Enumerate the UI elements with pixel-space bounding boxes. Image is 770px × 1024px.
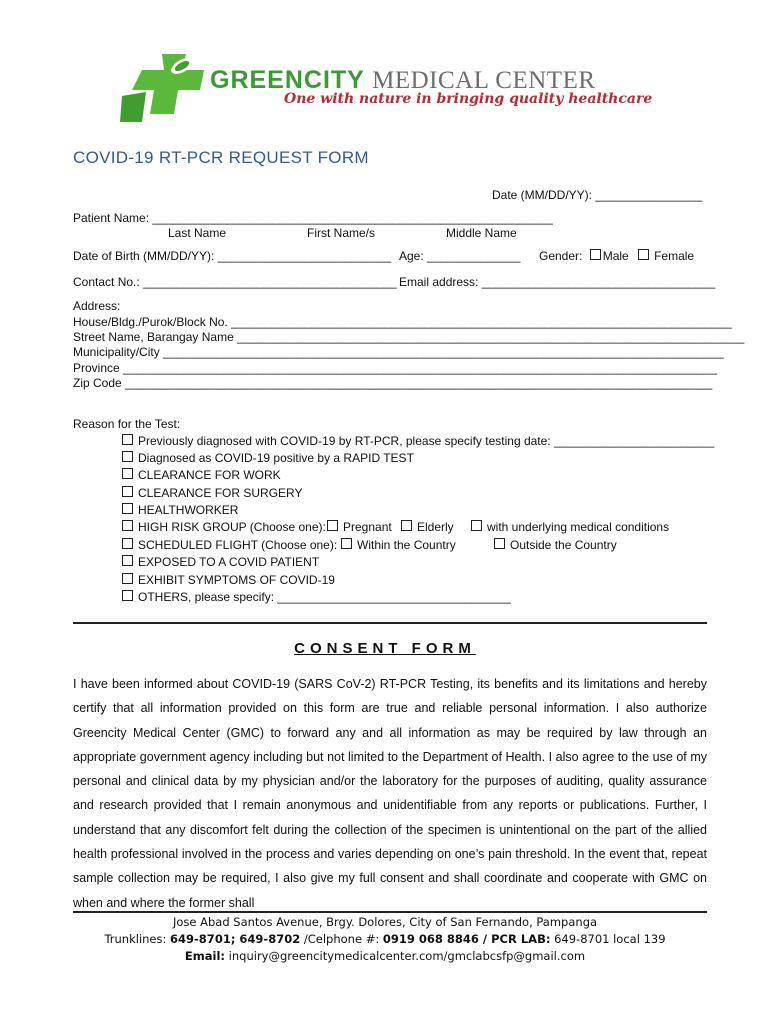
checkbox[interactable]: [122, 520, 133, 531]
option-label: with underlying medical conditions: [487, 520, 670, 534]
footer-email: [0, 949, 770, 963]
reason-label-text: OTHERS, please specify: ___________________________________: [138, 590, 511, 604]
reason-scheduled-flight[interactable]: [122, 538, 337, 552]
checkbox[interactable]: [122, 486, 133, 497]
flight-outside[interactable]: [494, 538, 617, 552]
reason-label-text: CLEARANCE FOR SURGERY: [138, 486, 303, 500]
divider: [73, 622, 707, 624]
zip-field[interactable]: Zip Code ________________________________________________________________________________________: [73, 376, 713, 390]
reason-high-risk[interactable]: [122, 520, 326, 534]
checkbox[interactable]: [471, 520, 482, 531]
contact-field[interactable]: Contact No.: ______________________________________: [73, 275, 397, 289]
checkbox[interactable]: [122, 555, 133, 566]
middle-name-caption: Middle Name: [446, 226, 517, 240]
option-label: Outside the Country: [510, 538, 617, 552]
option-label: Elderly: [417, 520, 454, 534]
address-label: Address:: [73, 299, 121, 313]
checkbox[interactable]: [327, 520, 338, 531]
patient-name-field[interactable]: Patient Name: ____________________________________________________________: [73, 211, 553, 225]
celphone-label: /Celphone #:: [303, 932, 380, 946]
reason-label-text: Diagnosed as COVID-19 positive by a RAPID TEST: [138, 451, 414, 465]
reason-label-text: EXHIBIT SYMPTOMS OF COVID-19: [138, 573, 335, 587]
municipality-field[interactable]: Municipality/City ____________________________________________________________________________________: [73, 345, 724, 359]
reason-clearance-work[interactable]: [122, 468, 281, 482]
footer-phones: [0, 932, 770, 946]
trunklines-value: 649-8701; 649-8702: [170, 932, 301, 946]
email-label: Email:: [184, 949, 226, 963]
reason-clearance-surgery[interactable]: [122, 486, 302, 500]
trunklines-label: Trunklines:: [104, 932, 167, 946]
green-cross-leaf-icon: [112, 52, 208, 124]
checkbox[interactable]: [122, 468, 133, 479]
date-field[interactable]: Date (MM/DD/YY): ________________: [492, 188, 703, 202]
gender-female-label: Female: [654, 249, 695, 263]
age-field[interactable]: Age: ______________: [399, 249, 521, 263]
checkbox[interactable]: [401, 520, 412, 531]
reason-label-text: SCHEDULED FLIGHT (Choose one):: [138, 538, 338, 552]
first-name-caption: First Name/s: [307, 226, 376, 240]
high-risk-pregnant[interactable]: [327, 520, 392, 534]
checkbox[interactable]: [341, 538, 352, 549]
checkbox[interactable]: [122, 573, 133, 584]
reason-rapid-test[interactable]: [122, 451, 414, 465]
checkbox[interactable]: [122, 538, 133, 549]
province-field[interactable]: Province _________________________________________________________________________________________: [73, 361, 717, 375]
reason-label-text: CLEARANCE FOR WORK: [138, 468, 281, 482]
gender-label: Gender:: [539, 249, 583, 263]
reason-exposed[interactable]: [122, 555, 319, 569]
reason-symptoms[interactable]: [122, 573, 335, 587]
reason-label-text: HIGH RISK GROUP (Choose one):: [138, 520, 326, 534]
flight-within[interactable]: [341, 538, 456, 552]
reason-others[interactable]: [122, 590, 511, 604]
gender-field: [539, 249, 694, 263]
gender-male-checkbox[interactable]: [590, 249, 601, 260]
reason-label-text: HEALTHWORKER: [138, 503, 239, 517]
gender-female-checkbox[interactable]: [638, 249, 649, 260]
checkbox[interactable]: [494, 538, 505, 549]
option-label: Within the Country: [357, 538, 456, 552]
checkbox[interactable]: [122, 434, 133, 445]
consent-title: CONSENT FORM: [294, 640, 476, 657]
reason-label: Reason for the Test:: [73, 417, 181, 431]
reason-previously-diagnosed[interactable]: [122, 434, 714, 448]
brand-name-green: GREENCITY: [210, 66, 365, 94]
footer-address: Jose Abad Santos Avenue, Brgy. Dolores, City of San Fernando, Pampanga: [172, 915, 598, 929]
footer-divider: [73, 911, 707, 913]
street-field[interactable]: Street Name, Barangay Name ____________________________________________________________________________: [73, 330, 745, 344]
option-label: Pregnant: [343, 520, 392, 534]
reason-healthworker[interactable]: [122, 503, 238, 517]
celphone-value: 0919 068 8846 / PCR LAB:: [382, 932, 551, 946]
checkbox[interactable]: [122, 451, 133, 462]
logo: [112, 52, 208, 124]
checkbox[interactable]: [122, 590, 133, 601]
pcr-value: 649-8701 local 139: [554, 932, 666, 946]
tagline: One with nature in bringing quality healthcare: [284, 91, 653, 107]
high-risk-elderly[interactable]: [401, 520, 454, 534]
house-field[interactable]: House/Bldg./Purok/Block No. ___________________________________________________________________________: [73, 315, 732, 329]
brand-name-gray: MEDICAL CENTER: [372, 67, 596, 94]
email-value[interactable]: inquiry@greencitymedicalcenter.com/gmclabcsfp@gmail.com: [228, 949, 586, 963]
reason-label-text: EXPOSED TO A COVID PATIENT: [138, 555, 320, 569]
gender-male-label: Male: [602, 249, 629, 263]
last-name-caption: Last Name: [168, 226, 227, 240]
page-title: COVID-19 RT-PCR REQUEST FORM: [73, 148, 369, 167]
consent-body: I have been informed about COVID-19 (SARS CoV-2) RT-PCR Testing, its benefits and its limitations and hereby certify that all information provided on this form are true and reliable personal information. I also authorize Greencity Medical Center (GMC) to forward any and all information as may be required by law through an appropriate government agency including but not limited to the Department of Health. I also agree to the use of my personal and clinical data by my physician and/or the laboratory for the purposes of auditing, quality assurance and research provided that I remain anonymous and unidentifiable from any reports or publications. Further, I understand that any discomfort felt during the collection of the specimen is unintentional on the part of the allied health professional involved in the process and varies depending on one’s pain threshold. In the event that, repeat sample collection may be required, I also give my full consent and shall coordinate and cooperate with GMC on when and where the former shall: [73, 677, 707, 910]
email-field[interactable]: Email address: ___________________________________: [399, 275, 716, 289]
checkbox[interactable]: [122, 503, 133, 514]
reason-label-text: Previously diagnosed with COVID-19 by RT-PCR, please specify testing date: ________________________: [138, 434, 715, 448]
high-risk-conditions[interactable]: [471, 520, 669, 534]
dob-field[interactable]: Date of Birth (MM/DD/YY): __________________________: [73, 249, 392, 263]
